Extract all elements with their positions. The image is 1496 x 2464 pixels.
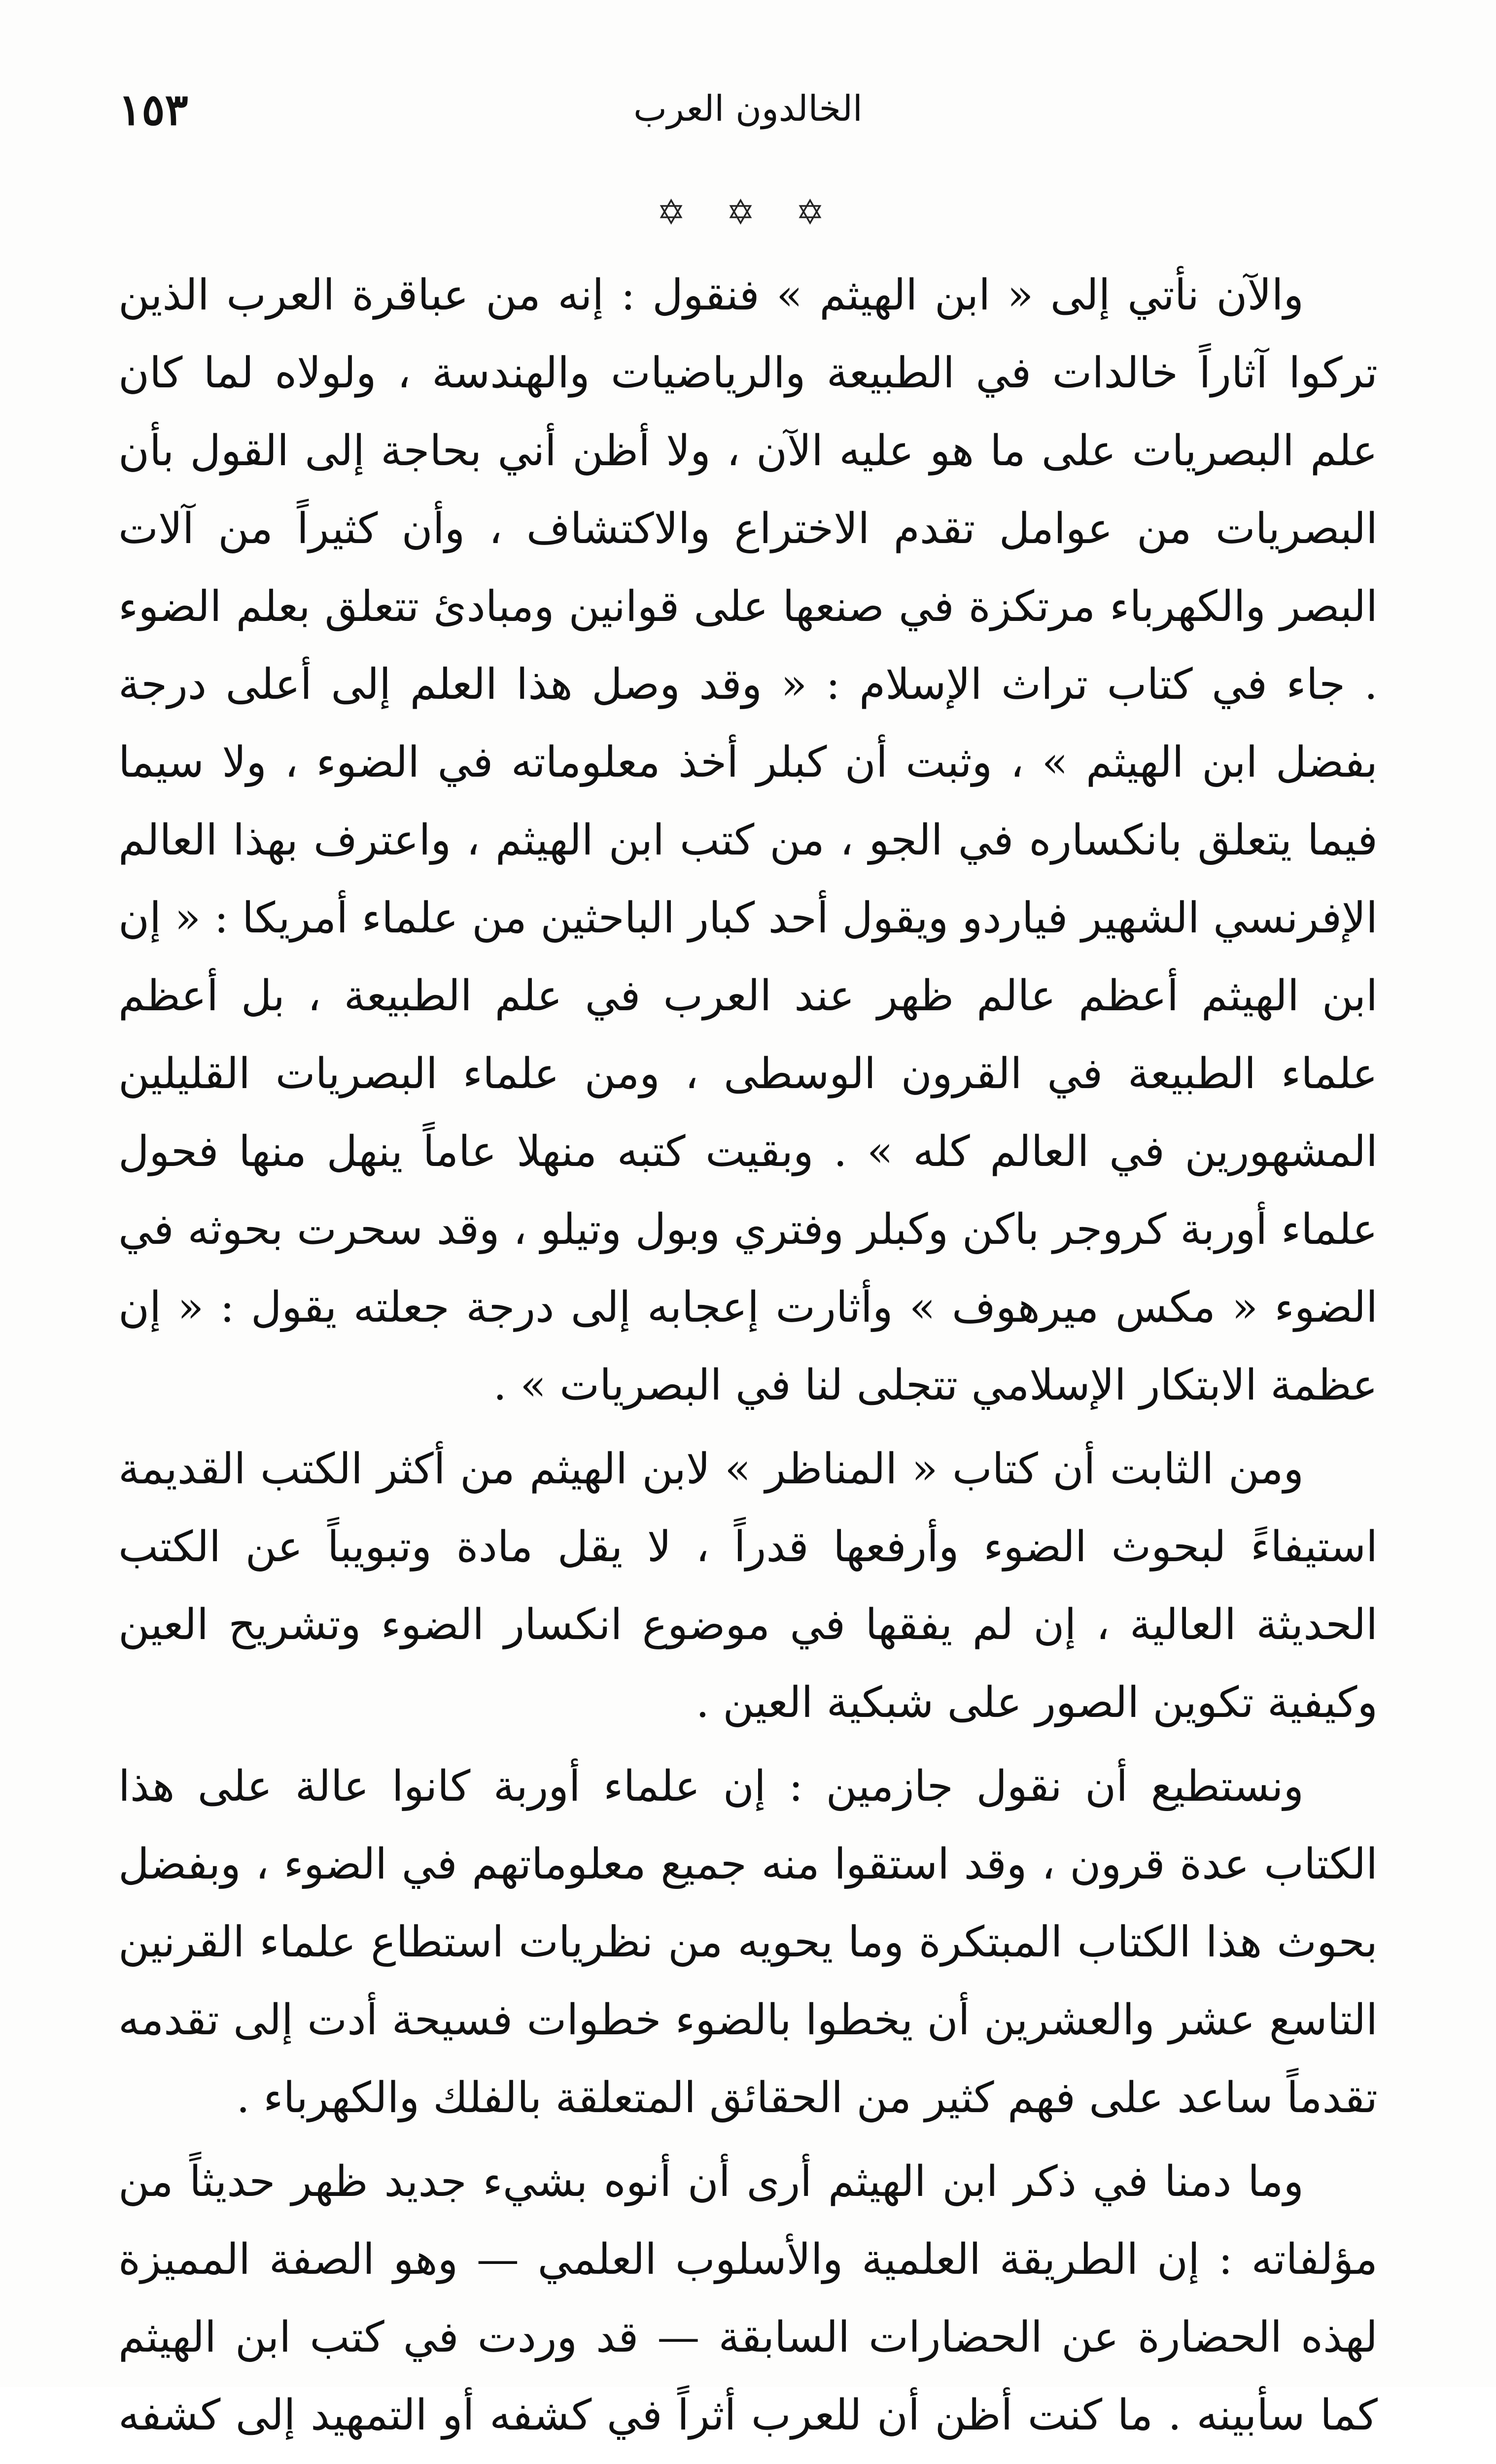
section-separator: ✡ ✡ ✡ xyxy=(657,192,839,233)
running-title: الخالدون العرب xyxy=(633,88,863,129)
body-text xyxy=(118,256,1378,2464)
paragraph-2: ومن الثابت أن كتاب « المناظر » لابن الهيثم من أكثر الكتب القديمة استيفاءً لبحوث الضوء وأرفعها قدراً ، لا يقل مادة وتبويباً عن الكتب الحديثة العالية ، إن لم يفقها في موضوع انكسار الضوء وتشريح العين وكيفية تكوين الصور على شبكية العين . xyxy=(118,1444,1378,1727)
paragraph-4: وما دمنا في ذكر ابن الهيثم أرى أن أنوه بشيء جديد ظهر حديثاً من مؤلفاته : إن الطريقة العلمية والأسلوب العلمي — وهو الصفة المميزة لهذه الحضارة عن الحضارات السابقة — قد وردت في كتب ابن الهيثم كما سأبينه . ما كنت أظن أن للعرب أثراً في كشفه أو التمهيد إلى كشفه xyxy=(118,2157,1378,2440)
page-number: ١٥٣ xyxy=(118,84,188,135)
paragraph-1: والآن نأتي إلى « ابن الهيثم » فنقول : إنه من عباقرة العرب الذين تركوا آثاراً خالدات في الطبيعة والرياضيات والهندسة ، ولولاه لما كان علم البصريات على ما هو عليه الآن ، ولا أظن أني بحاجة إلى القول بأن البصريات من عوامل تقدم الاختراع والاكتشاف ، وأن كثيراً من آلات البصر والكهرباء مرتكزة في صنعها على قوانين ومبادئ تتعلق بعلم الضوء . جاء في كتاب تراث الإسلام : « وقد وصل هذا العلم إلى أعلى درجة بفضل ابن الهيثم » ، وثبت أن كبلر أخذ معلوماته في الضوء ، ولا سيما فيما يتعلق بانكساره في الجو ، من كتب ابن الهيثم ، واعترف بهذا العالم الإفرنسي الشهير فياردو ويقول أحد كبار الباحثين من علماء أمريكا : « إن ابن الهيثم أعظم عالم ظهر عند العرب في علم الطبيعة ، بل أعظم علماء الطبيعة في القرون الوسطى ، ومن علماء البصريات القليلين المشهورين في العالم كله » . وبقيت كتبه منهلا عاماً ينهل منها فحول علماء أوربة كروجر باكن وكبلر وفتري وبول وتيلو ، وقد سحرت بحوثه في الضوء « مكس ميرهوف » وأثارت إعجابه إلى درجة جعلته يقول : « إن عظمة الابتكار الإسلامي تتجلى لنا في البصريات » . xyxy=(118,271,1378,1410)
paragraph-3: ونستطيع أن نقول جازمين : إن علماء أوربة كانوا عالة على هذا الكتاب عدة قرون ، وقد استقوا منه جميع معلوماتهم في الضوء ، وبفضل بحوث هذا الكتاب المبتكرة وما يحويه من نظريات استطاع علماء القرنين التاسع عشر والعشرين أن يخطوا بالضوء خطوات فسيحة أدت إلى تقدمه تقدماً ساعد على فهم كثير من الحقائق المتعلقة بالفلك والكهرباء . xyxy=(118,1762,1378,2122)
page-header xyxy=(118,84,1378,143)
